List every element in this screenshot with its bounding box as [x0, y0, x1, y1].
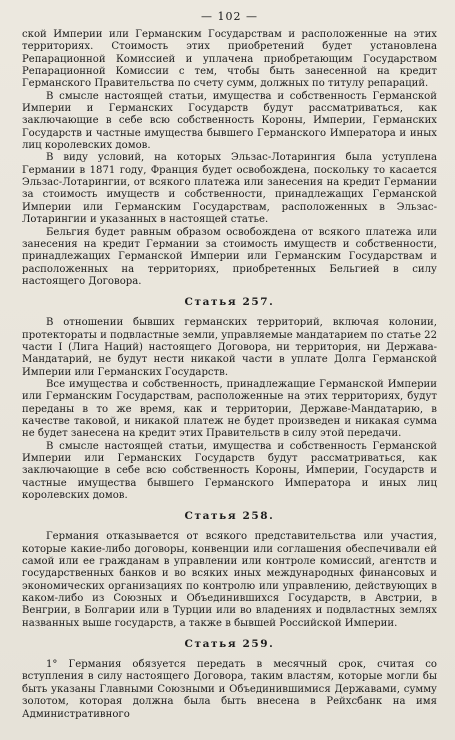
paragraph: ской Империи или Германским Государствам и расположенные на этих территориях. Стоимость этих приобретений будет установлена Репарационной Комиссией и уплачена приобретающим Государством Репарационной Комиссии с тем, чтобы быть занесенной на кредит Германского Правительства по счету сумм, должных по титулу репараций.	[22, 29, 437, 90]
paragraph: В смысле настоящей статьи, имущества и собственность Германской Империи и Германских Государств будут рассматриваться, как заключающие в себе всю собственность Короны, Империи, Германских Государств и частные имущества бывшего Германского Императора и иных лиц королевских домов.	[22, 90, 437, 152]
paragraph: В смысле настоящей статьи, имущества и собственность Германской Империи или Германских Государств будут рассматриваться, как заключающие в себе всю собственность Короны, Империи, Государств и частные имущества бывшего Германского Императора и иных лиц королевских домов.	[22, 440, 437, 502]
paragraph: Все имущества и собственность, принадлежащие Германской Империи или Германским Государствам, расположенные на этих территориях, будут переданы в то же время, как и территории, Державе-Мандатарию, в качестве таковой, и никакой платеж не будет произведен и никакая сумма не будет занесена на кредит этих Правительств в силу этой передачи.	[22, 378, 437, 440]
article-heading: Статья 257.	[184, 296, 275, 309]
paragraph: Германия отказывается от всякого представительства или участия, которые какие-либо договоры, конвенции или соглашения обеспечивали ей самой или ее гражданам в управлении или контроле комиссий, агентств и государственных банков и во всяких иных международных финансовых и экономических организациях по контролю или управлению, действующих в каком-либо из Союзных и Объединившихся Государств, в Австрии, в Венгрии, в Болгарии или в Турции или во владениях и подвластных землях названных выше государств, а также в бывшей Российской Империи.	[22, 531, 437, 629]
paragraph: 1° Германия обязуется передать в месячный срок, считая со вступления в силу настоящего Договора, таким властям, которые могли бы быть указаны Главными Союзными и Объединившимися Державами, сумму золотом, которая должна была быть внесена в Рейхсбанк на имя Административного	[22, 659, 437, 720]
paragraph: Бельгия будет равным образом освобождена от всякого платежа или занесения на кредит Германии за стоимость имуществ и собственности, принадлежащих Германской Империи или Германским Государствам и расположенных на территориях, приобретенных Бельгией в силу настоящего Договора.	[22, 226, 437, 287]
paragraph: В отношении бывших германских территорий, включая колонии, протектораты и подвластные земли, управляемые мандатарием по статье 22 части I (Лига Наций) настоящего Договора, ни территория, ни Держава-Мандатарий, не будут нести никакой части в уплате Долга Германской Империи или Германских Государств.	[22, 317, 437, 378]
document-body	[22, 29, 437, 735]
article-heading: Статья 259.	[184, 638, 275, 651]
paragraph: В виду условий, на которых Эльзас-Лотарингия была уступлена Германии в 1871 году, Франция будет освобождена, поскольку то касается Эльзас-Лотарингии, от всякого платежа или занесения на кредит Германии за стоимость имуществ и собственности, принадлежащих Германской Империи или Германским Государствам, расположенных в Эльзас-Лотарингии и указанных в настоящей статье.	[22, 152, 437, 226]
page-number: — 102 —	[201, 10, 258, 23]
article-heading: Статья 258.	[184, 510, 275, 523]
